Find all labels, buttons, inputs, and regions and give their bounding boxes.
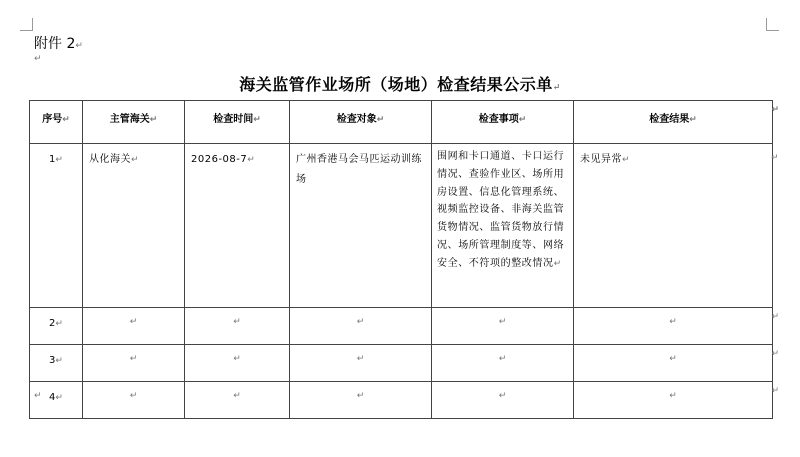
cell-customs: 从化海关↵ xyxy=(83,144,185,308)
table-row xyxy=(30,345,773,382)
margin-corner-top-left xyxy=(20,18,33,31)
cell-seq: 3↵ xyxy=(30,345,83,382)
cell-object: ↵ xyxy=(290,382,432,419)
cell-customs: ↵ xyxy=(83,308,185,345)
paragraph-mark: ↵ xyxy=(552,83,561,93)
cell-date: 2026-08-7↵ xyxy=(185,144,290,308)
header-items: 检查事项↵ xyxy=(432,101,574,144)
header-customs: 主管海关↵ xyxy=(83,101,185,144)
document-title xyxy=(0,72,800,95)
cell-result: ↵ ↵ xyxy=(574,382,773,419)
margin-corner-top-right xyxy=(766,18,779,31)
cell-result: ↵ ↵ xyxy=(574,345,773,382)
cell-items: ↵ xyxy=(432,382,574,419)
cell-items: 围网和卡口通道、卡口运行情况、查验作业区、场所用房设置、信息化管理系统、视频监控设备、非海关监管货物情况、监管货物放行情况、场所管理制度等、网络安全、不符项的整改情况↵ xyxy=(432,144,574,308)
document-title-text: 海关监管作业场所（场地）检查结果公示单 xyxy=(239,75,553,94)
table-row xyxy=(30,308,773,345)
paragraph-mark: ↵ xyxy=(34,54,42,64)
cell-result: 未见异常↵ ↵ xyxy=(574,144,773,308)
header-object: 检查对象↵ xyxy=(290,101,432,144)
paragraph-mark: ↵ xyxy=(75,41,83,51)
cell-seq: 1↵ xyxy=(30,144,83,308)
cell-items: ↵ xyxy=(432,345,574,382)
cell-object: ↵ xyxy=(290,308,432,345)
header-seq: 序号↵ xyxy=(30,101,83,144)
table-header-row xyxy=(30,101,773,144)
cell-date: ↵ xyxy=(185,345,290,382)
inspection-results-table xyxy=(29,100,779,419)
table-row xyxy=(30,144,773,308)
cell-date: ↵ xyxy=(185,308,290,345)
attachment-text: 附件 2 xyxy=(34,36,76,52)
cell-seq: 4↵ xyxy=(30,382,83,419)
cell-items: ↵ xyxy=(432,308,574,345)
cell-seq: 2↵ xyxy=(30,308,83,345)
header-result: 检查结果↵ ↵ xyxy=(574,101,773,144)
paragraph-mark: ↵ xyxy=(34,391,42,401)
cell-object: ↵ xyxy=(290,345,432,382)
cell-object: 广州香港马会马匹运动训练场 xyxy=(290,144,432,308)
table-row xyxy=(30,382,773,419)
header-date: 检查时间↵ xyxy=(185,101,290,144)
cell-result: ↵ ↵ xyxy=(574,308,773,345)
cell-date: ↵ xyxy=(185,382,290,419)
attachment-label xyxy=(34,33,83,53)
cell-customs: ↵ xyxy=(83,382,185,419)
cell-customs: ↵ xyxy=(83,345,185,382)
